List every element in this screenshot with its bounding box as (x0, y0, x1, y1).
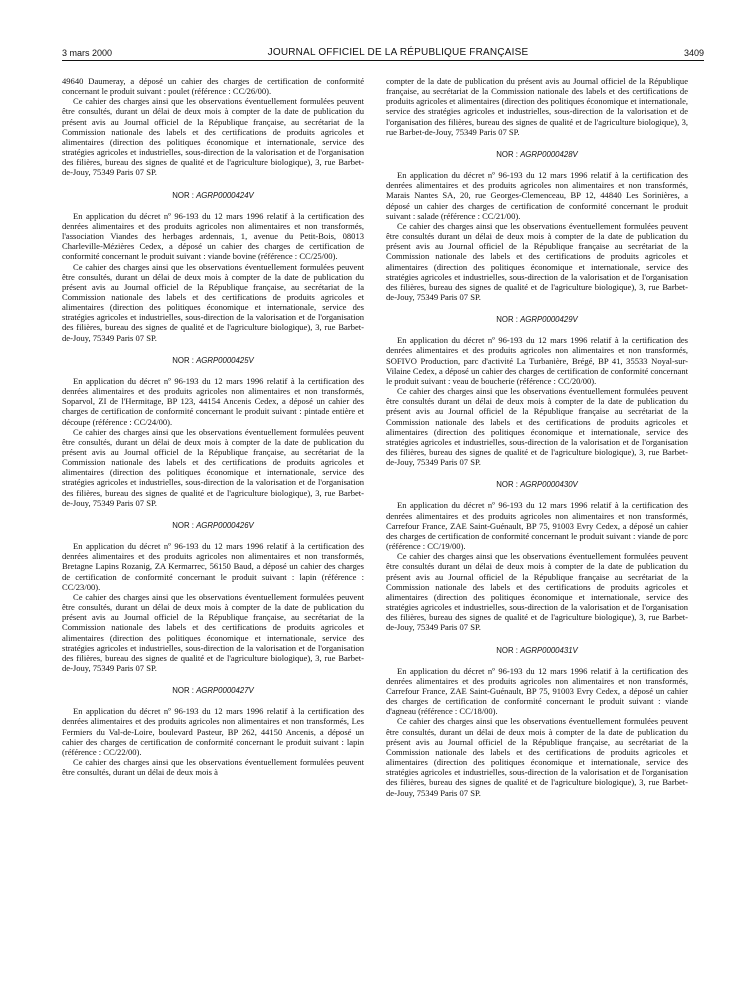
nor-reference: NOR : AGRP0000426V (172, 520, 254, 530)
paragraph: 49640 Daumeray, a déposé un cahier des charges de certification de conformité concernant le produit suivant : poulet (référence : CC/26/00). (62, 76, 364, 97)
nor-code: AGRP0000425V (196, 355, 254, 365)
paragraph: En application du décret nº 96-193 du 12 mars 1996 relatif à la certification des denrées alimentaires et des produits agricoles non alimentaires et non transformés, Bretagne Lapins Rozanig, ZA Kermarrec, 56150 Baud, a déposé un cahier des charges de certification de conformité concernant le produit suivant : lapin (référence : CC/23/00). (62, 541, 364, 592)
nor-reference: NOR : AGRP0000428V (496, 149, 578, 159)
nor-reference: NOR : AGRP0000424V (172, 190, 254, 200)
paragraph: Ce cahier des charges ainsi que les observations éventuellement formulées peuvent être consultés, durant un délai de deux mois à compter de la date de publication du présent avis au Journal officiel de la République française, au secrétariat de la Commission nationale des labels et des certifications de produits agricoles et alimentaires (direction des politiques économique et internationale, service des stratégies agricoles et industrielles, sous-direction de la valorisation et de l'organisation des filières, bureau des signes de qualité et de l'agriculture biologique), 3, rue Barbet-de-Jouy, 75349 Paris 07 SP. (386, 716, 688, 798)
paragraph: compter de la date de publication du présent avis au Journal officiel de la République française, au secrétariat de la Commission nationale des labels et des certifications de produits agricoles et alimentaires (direction des politiques économique et internationale, service des stratégies agricoles et industrielles, sous-direction de la valorisation et de l'organisation des filières, bureau des signes de qualité et de l'agriculture biologique), 3, rue Barbet-de-Jouy, 75349 Paris 07 SP. (386, 76, 688, 137)
paragraph: En application du décret nº 96-193 du 12 mars 1996 relatif à la certification des denrées alimentaires et des produits agricoles non alimentaires et non transformés, Soparvol, ZI de l'Hermitage, BP 123, 44154 Ancenis Cedex, a déposé un cahier des charges de certification de conformité concernant le produit suivant : pintade entière et découpe (référence : CC/24/00). (62, 375, 364, 427)
paragraph: En application du décret nº 96-193 du 12 mars 1996 relatif à la certification des denrées alimentaires et des produits agricoles non alimentaires et non transformés, Carrefour France, ZAE Saint-Guénault, BP 75, 91003 Evry Cedex, a déposé un cahier des charges de certification de conformité concernant le produit suivant : viande d'agneau (référence : CC/18/00). (386, 665, 688, 717)
nor-code: AGRP0000429V (520, 315, 578, 325)
nor-code: AGRP0000427V (196, 686, 254, 696)
paragraph: Ce cahier des charges ainsi que les observations éventuellement formulées peuvent être consultés, durant un délai de deux mois à (62, 757, 364, 778)
paragraph: En application du décret nº 96-193 du 12 mars 1996 relatif à la certification des denrées alimentaires et des produits agricoles non alimentaires et non transformés, SOFIVO Production, parc d'activité La Turbanière, Brégé, BP 41, 35533 Noyal-sur-Vilaine Cedex, a déposé un cahier des charges de certification de conformité concernant le produit suivant : veau de boucherie (référence : CC/20/00). (386, 335, 688, 386)
paragraph: En application du décret nº 96-193 du 12 mars 1996 relatif à la certification des denrées alimentaires et des produits agricoles non alimentaires et non transformés, Carrefour France, ZAE Saint-Guénault, BP 75, 91003 Evry Cedex, a déposé un cahier des charges de certification de conformité concernant le produit suivant : viande de porc (référence : CC/19/00). (386, 500, 688, 552)
paragraph: En application du décret nº 96-193 du 12 mars 1996 relatif à la certification des denrées alimentaires et des produits agricoles non alimentaires et non transformés, l'association Viandes des herbages ardennais, 1, avenue du Petit-Bois, 08013 Charleville-Mézières Cedex, a déposé un cahier des charges de certification de conformité concernant le produit suivant : viande bovine (référence : CC/25/00). (62, 210, 364, 262)
nor-reference: NOR : AGRP0000431V (496, 645, 578, 655)
nor-reference: NOR : AGRP0000425V (172, 355, 254, 365)
header-page-number: 3409 (683, 48, 704, 58)
nor-code: AGRP0000430V (520, 480, 578, 490)
header-date: 3 mars 2000 (62, 48, 113, 58)
nor-code: AGRP0000431V (520, 645, 578, 655)
paragraph: En application du décret nº 96-193 du 12 mars 1996 relatif à la certification des denrées alimentaires et des produits agricoles non alimentaires et non transformés, Les Fermiers du Val-de-Loire, boulevard Pasteur, BP 262, 44150 Ancenis, a déposé un cahier des charges de certification de conformité concernant le produit suivant : lapin (référence : CC/22/00). (62, 706, 364, 757)
paragraph: Ce cahier des charges ainsi que les observations éventuellement formulées peuvent être consultés, durant un délai de deux mois à compter de la date de publication du présent avis au Journal officiel de la République française, au secrétariat de la Commission nationale des labels et des certifications de produits agricoles et alimentaires (direction des politiques économique et internationale, service des stratégies agricoles et industrielles, sous-direction de la valorisation et de l'organisation des filières, bureau des signes de qualité et de l'agriculture biologique), 3, rue Barbet-de-Jouy, 75349 Paris 07 SP. (62, 96, 364, 178)
nor-reference: NOR : AGRP0000430V (496, 480, 578, 490)
left-column (62, 76, 364, 980)
nor-reference: NOR : AGRP0000429V (496, 315, 578, 325)
page-header (62, 42, 704, 61)
paragraph: Ce cahier des charges ainsi que les observations éventuellement formulées peuvent être consultés, durant un délai de deux mois à compter de la date de publication du présent avis au Journal officiel de la République française, au secrétariat de la Commission nationale des labels et des certifications de produits agricoles et alimentaires (direction des politiques économique et internationale, service des stratégies agricoles et industrielles, sous-direction de la valorisation et de l'organisation des filières, bureau des signes de qualité et de l'agriculture biologique), 3, rue Barbet-de-Jouy, 75349 Paris 07 SP. (62, 261, 364, 343)
paragraph: En application du décret nº 96-193 du 12 mars 1996 relatif à la certification des denrées alimentaires et des produits agricoles non alimentaires et non transformés, Marais Nantes SA, 20, rue Georges-Clemenceau, BP 12, 44840 Les Sorinières, a déposé un cahier des charges de certification de conformité concernant le produit suivant : salade (référence : CC/21/00). (386, 170, 688, 221)
nor-code: AGRP0000424V (196, 190, 254, 200)
paragraph: Ce cahier des charges ainsi que les observations éventuellement formulées peuvent être consultés, durant un délai de deux mois à compter de la date de publication du présent avis au Journal officiel de la République française, au secrétariat de la Commission nationale des labels et des certifications de produits agricoles et alimentaires (direction des politiques économique et internationale, service des stratégies agricoles et industrielles, sous-direction de la valorisation et de l'organisation des filières, bureau des signes de qualité et de l'agriculture biologique), 3, rue Barbet-de-Jouy, 75349 Paris 07 SP. (62, 591, 364, 673)
paragraph: Ce cahier des charges ainsi que les observations éventuellement formulées peuvent être consultés durant un délai de deux mois à compter de la date de publication du présent avis au Journal officiel de la République française au secrétariat de la Commission nationale des labels et des certifications de produits agricoles et alimentaires (direction des politiques économique et internationale, service des stratégies agricoles et industrielles, sous-direction de la valorisation et de l'organisation des filières, bureau des signes de qualité et de l'agriculture biologique), 3, rue Barbet-de-Jouy, 75349 Paris 07 SP. (386, 386, 688, 468)
header-title: JOURNAL OFFICIEL DE LA RÉPUBLIQUE FRANÇAISE (267, 47, 529, 58)
right-column (386, 76, 688, 980)
nor-code: AGRP0000428V (520, 149, 578, 159)
nor-code: AGRP0000426V (196, 520, 254, 530)
nor-reference: NOR : AGRP0000427V (172, 686, 254, 696)
paragraph: Ce cahier des charges ainsi que les observations éventuellement formulées peuvent être consultés, durant un délai de deux mois à compter de la date de publication du présent avis au Journal officiel de la République française, au secrétariat de la Commission nationale des labels et des certifications de produits agricoles et alimentaires (direction des politiques économique et internationale, service des stratégies agricoles et industrielles, sous-direction de la valorisation et de l'organisation des filières, bureau des signes de qualité et de l'agriculture biologique), 3, rue Barbet-de-Jouy, 75349 Paris 07 SP. (62, 426, 364, 508)
paragraph: Ce cahier des charges ainsi que les observations éventuellement formulées peuvent être consultés durant un délai de deux mois à compter de la date de publication du présent avis au Journal officiel de la République française au secrétariat de la Commission nationale des labels et des certifications de produits agricoles et alimentaires (direction des politiques économique et internationale, service des stratégies agricoles et industrielles, sous-direction de la valorisation et de l'organisation des filières, bureau des signes de qualité et de l'agriculture biologique), 3, rue Barbet-de-Jouy, 75349 Paris 07 SP. (386, 551, 688, 633)
paragraph: Ce cahier des charges ainsi que les observations éventuellement formulées peuvent être consultés durant un délai de deux mois à compter de la date de publication du présent avis au Journal officiel de la République française au secrétariat de la Commission nationale des labels et des certifications de produits agricoles et alimentaires (direction des politiques économique et internationale, service des stratégies agricoles et industrielles, sous-direction de la valorisation et de l'organisation des filières, bureau des signes de qualité et de l'agriculture biologique), 3, rue Barbet-de-Jouy, 75349 Paris 07 SP. (386, 220, 688, 302)
